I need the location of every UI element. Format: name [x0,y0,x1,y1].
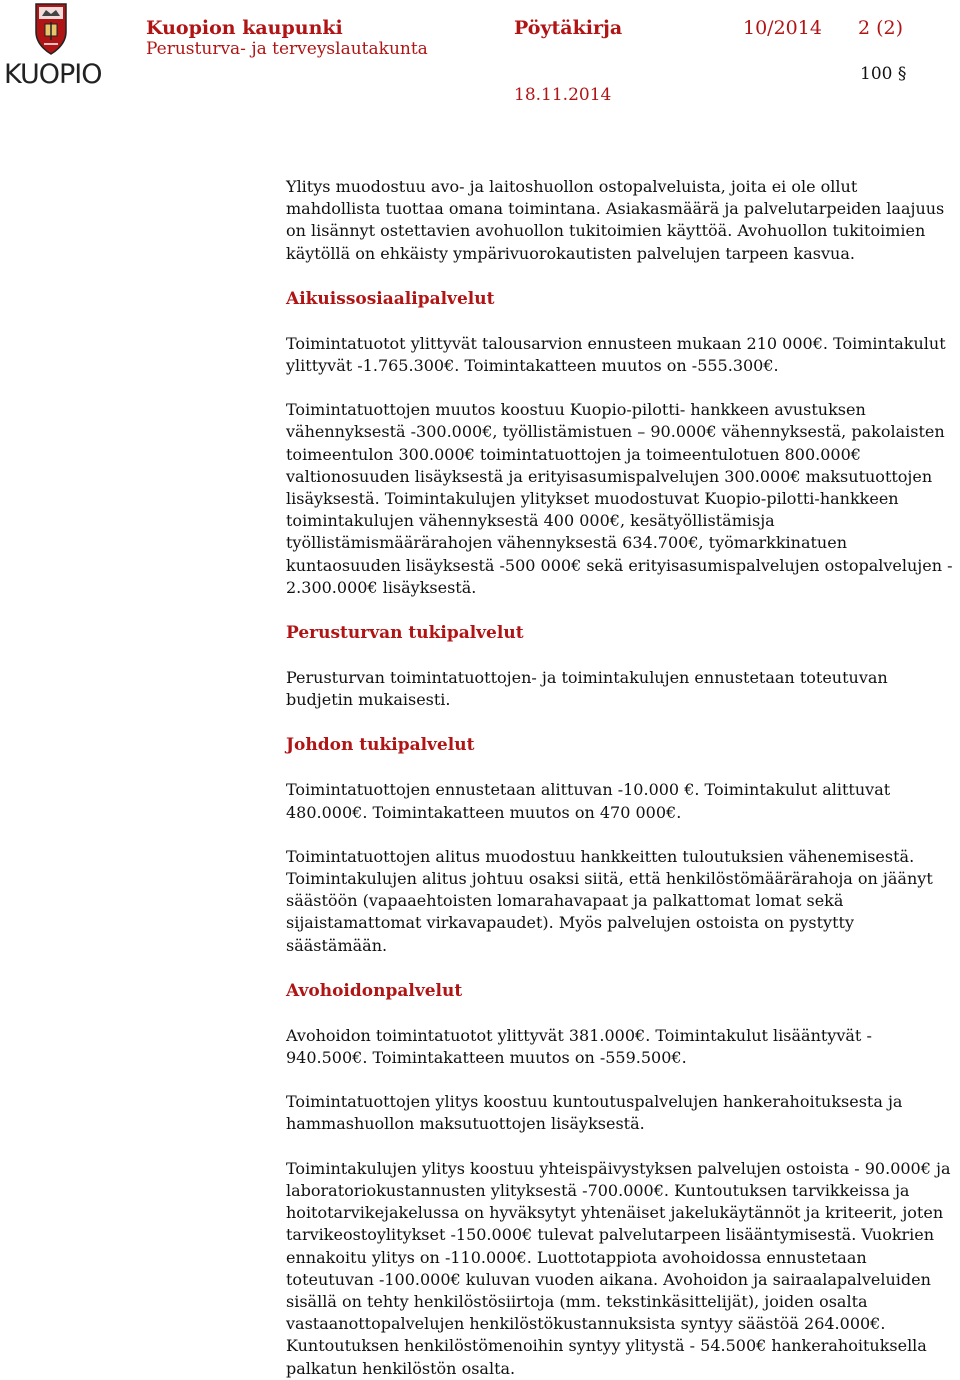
avohoito-paragraph-2: Toimintatuottojen ylitys koostuu kuntoutuspalvelujen hankerahoituksesta ja hammashuollon maksutuottojen lisäyksestä. [286,1092,903,1134]
document-body [286,176,956,1380]
avohoito-paragraph-3: Toimintakulujen ylitys koostuu yhteispäivystyksen palvelujen ostoista - 90.000€ ja laboratoriokustannusten ylityksestä -700.000€. Kuntoutuksen tarvikkeissa ja hoitotarvikejakelussa on hyväksytyt yhtenäiset jakelukäytännöt ja kriteerit, joten tarvikeostoylitykset -150.000€ tulevat palvelutarpeen lisääntymisestä. Vuokrien ennakoitu ylitys on -110.000€. Luottotappiota avohoidossa ennustetaan toteutuvan -100.000€ kuluvan vuoden aikana. Avohoidon ja sairaalapalveluiden sisällä on tehty henkilöstösiirtoja (mm. tekstinkäsittelijät), joiden osalta vastaanottopalvelujen henkilöstökustannuksista syntyy säästöä 264.000€. Kuntoutuksen henkilöstömenoihin syntyy ylitystä - 54.500€ hankerahoituksella palkatun henkilöstön osalta. [286,1158,951,1378]
meeting-date: 18.11.2014 [514,85,612,105]
johto-paragraph-2: Toimintatuottojen alitus muodostuu hankkeitten tuloutuksien vähenemisestä. Toimintakulujen alitus johtuu osaksi siitä, että henkilöstömäärärahoja on jäänyt säästöön (vapaaehtoisten lomarahavapaat ja palkattomat lomat sekä sijaistamattomat virkavapaudet). Myös palvelujen ostoista on pystytty säästämään. [286,846,933,955]
aikuis-paragraph-2: Toimintatuottojen muutos koostuu Kuopio-pilotti- hankkeen avustuksen vähennyksestä -300.000€, työllistämistuen – 90.000€ vähennyksestä, pakolaisten toimeentulon 300.000€ toimintatuottojen ja toimeentulotuen 800.000€ valtionosuuden lisäyksestä ja erityisasumispalvelujen 300.000€ maksutuottojen lisäyksestä. Toimintakulujen ylitykset muodostuvat Kuopio-pilotti-hankkeen toimintakulujen vähennyksestä 400 000€, kesätyöllistämisja työllistämismäärärahojen vähennyksestä 634.700€, työmarkkinatuen kuntaosuuden lisäyksestä -500 000€ sekä erityisasumispalvelujen ostopalvelujen - 2.300.000€ lisäyksestä. [286,400,953,597]
logo-wordmark: KUOPIO [4,59,102,90]
intro-paragraph: Ylitys muodostuu avo- ja laitoshuollon ostopalveluista, joita ei ole ollut mahdollista tuottaa omana toimintana. Asiakasmäärä ja palvelutarpeiden laajuus on lisännyt ostettavien avohuollon tukitoimien käyttöä. Avohuollon tukitoimien käytöllä on ehkäisty ympärivuorokautisten palvelujen tarpeen kasvua. [286,177,945,263]
kuopio-logo [4,2,100,94]
heading-johdon-tukipalvelut: Johdon tukipalvelut [286,735,475,756]
page-number: 2 (2) [858,17,904,39]
section-number: 100 § [860,64,907,84]
document-type: Pöytäkirja [514,17,623,39]
coat-of-arms-icon [34,2,68,56]
organization-name: Kuopion kaupunki [146,17,343,39]
document-number: 10/2014 [743,17,822,39]
perusturva-paragraph-1: Perusturvan toimintatuottojen- ja toimintakulujen ennustetaan toteutuvan budjetin mukaisesti. [286,668,888,710]
avohoito-paragraph-1: Avohoidon toimintatuotot ylittyvät 381.000€. Toimintakulut lisääntyvät - 940.500€. Toimintakatteen muutos on -559.500€. [286,1025,872,1068]
aikuis-paragraph-1: Toimintatuotot ylittyvät talousarvion ennusteen mukaan 210 000€. Toimintakulut ylittyvät -1.765.300€. Toimintakatteen muutos on -555.300€. [286,333,946,376]
johto-paragraph-1: Toimintatuottojen ennustetaan alittuvan -10.000 €. Toimintakulut alittuvat 480.000€. Toimintakatteen muutos on 470 000€. [286,780,891,822]
heading-aikuissosiaalipalvelut: Aikuissosiaalipalvelut [286,288,495,309]
heading-avohoidonpalvelut: Avohoidonpalvelut [286,980,463,1001]
heading-perusturvan-tukipalvelut: Perusturvan tukipalvelut [286,623,524,644]
committee-name: Perusturva- ja terveyslautakunta [146,39,428,59]
